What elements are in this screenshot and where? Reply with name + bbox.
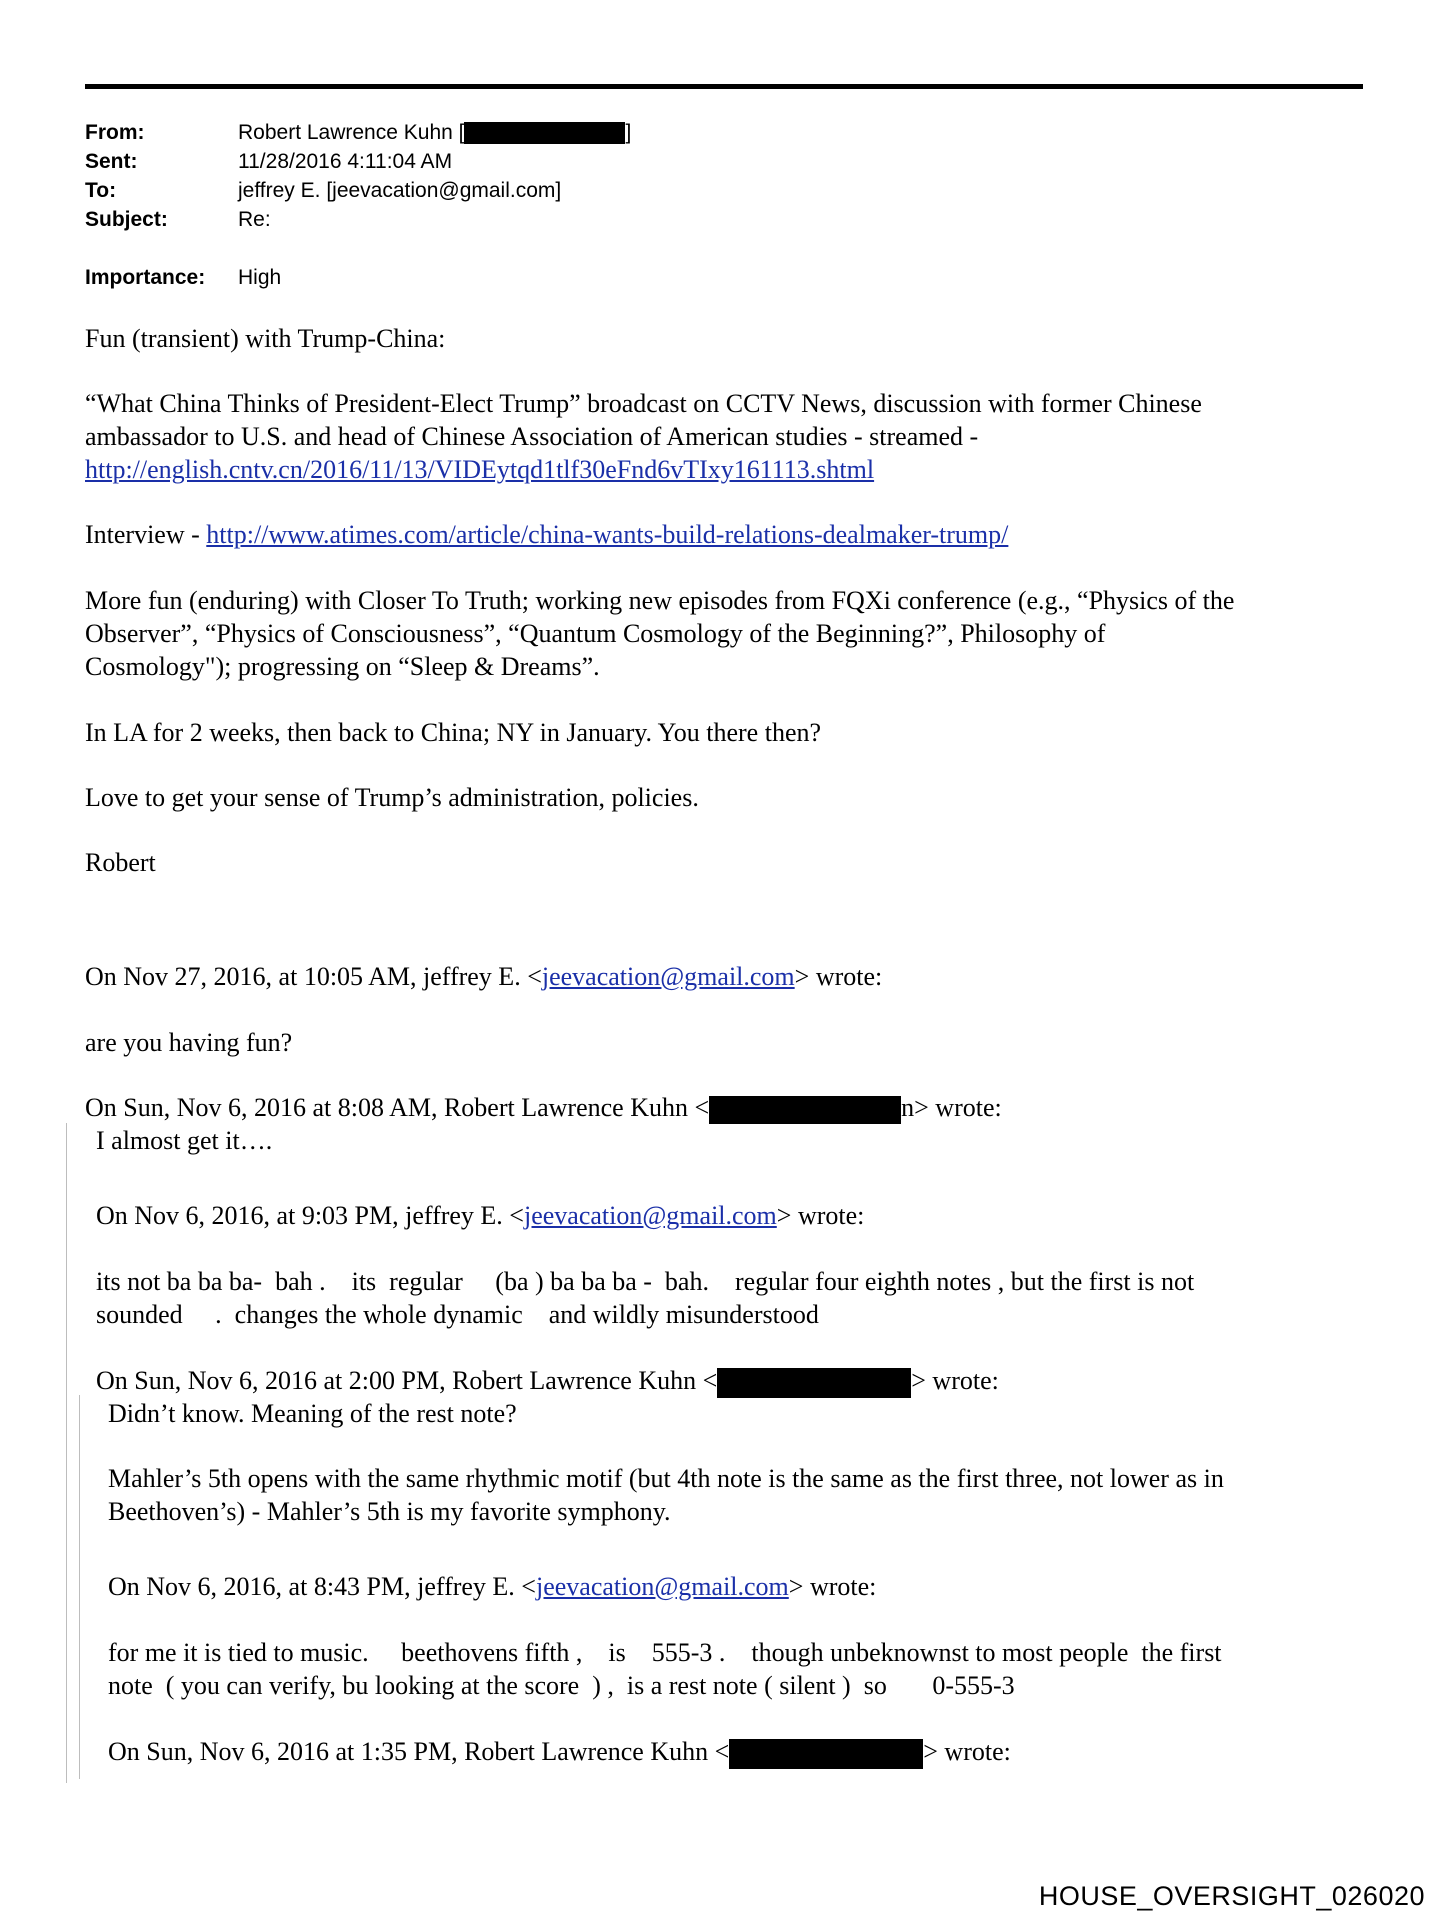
quote-text: its not ba ba ba- bah . its regular (ba ) ba ba ba - bah. regular four eighth notes , but the first is not	[96, 1267, 1195, 1296]
quote-text: sounded . changes the whole dynamic and wildly misunderstood	[96, 1300, 819, 1329]
sent-label: Sent:	[85, 150, 138, 173]
quote-text: for me it is tied to music. beethovens fifth , is 555-3 . though unbeknownst to most people the first	[108, 1638, 1222, 1667]
signature: Robert	[85, 848, 156, 877]
to-value: jeffrey E. [jeevacation@gmail.com]	[238, 179, 562, 202]
email-link[interactable]: jeevacation@gmail.com	[535, 1572, 789, 1601]
redaction-box	[464, 122, 625, 144]
quote-text: Beethoven’s) - Mahler’s 5th is my favorite symphony.	[108, 1497, 671, 1526]
quote-header: On Nov 27, 2016, at 10:05 AM, jeffrey E. <jeevacation@gmail.com> wrote:	[85, 962, 883, 991]
body-paragraph: “What China Thinks of President-Elect Trump” broadcast on CCTV News, discussion with former Chinese	[85, 389, 1202, 418]
from-label: From:	[85, 121, 145, 144]
subject-label: Subject:	[85, 208, 168, 231]
subject-value: Re:	[238, 208, 271, 231]
redaction-box	[709, 1096, 901, 1124]
body-paragraph: ambassador to U.S. and head of Chinese Association of American studies - streamed -	[85, 422, 979, 451]
sent-value: 11/28/2016 4:11:04 AM	[238, 150, 453, 173]
quote-header: On Sun, Nov 6, 2016 at 2:00 PM, Robert Lawrence Kuhn < > wrote:	[96, 1364, 999, 1398]
body-paragraph: In LA for 2 weeks, then back to China; NY in January. You there then?	[85, 718, 822, 747]
quote-text: Mahler’s 5th opens with the same rhythmic motif (but 4th note is the same as the first three, not lower as in	[108, 1464, 1224, 1493]
quote-header: On Sun, Nov 6, 2016 at 8:08 AM, Robert Lawrence Kuhn < n> wrote:	[85, 1091, 1002, 1124]
header-rule	[85, 84, 1363, 89]
to-label: To:	[85, 179, 117, 202]
cctv-link[interactable]: http://english.cntv.cn/2016/11/13/VIDEytqd1tlf30eFnd6vTIxy161113.shtml	[85, 455, 875, 484]
body-paragraph: More fun (enduring) with Closer To Truth; working new episodes from FQXi conference (e.g., “Physics of the	[85, 586, 1235, 615]
quote-header: On Nov 6, 2016, at 8:43 PM, jeffrey E. <jeevacation@gmail.com> wrote:	[108, 1572, 877, 1601]
interview-prefix: Interview -	[85, 520, 207, 549]
quote-text: note ( you can verify, bu looking at the score ) , is a rest note ( silent ) so 0-555-3	[108, 1671, 1015, 1700]
quote-bar	[79, 1395, 80, 1779]
quote-text: are you having fun?	[85, 1028, 293, 1057]
body-paragraph: Observer”, “Physics of Consciousness”, “Quantum Cosmology of the Beginning?”, Philosophy of	[85, 619, 1106, 648]
body-paragraph: Fun (transient) with Trump-China:	[85, 324, 446, 353]
importance-value: High	[238, 266, 282, 289]
body-paragraph: Cosmology"); progressing on “Sleep & Dreams”.	[85, 652, 600, 681]
quote-header: On Sun, Nov 6, 2016 at 1:35 PM, Robert Lawrence Kuhn < > wrote:	[108, 1735, 1011, 1769]
interview-line	[85, 518, 1008, 551]
email-link[interactable]: jeevacation@gmail.com	[523, 1201, 777, 1230]
redaction-box	[717, 1368, 911, 1398]
from-value: Robert Lawrence Kuhn [	[238, 121, 465, 144]
importance-label: Importance:	[85, 266, 206, 289]
body-paragraph: Love to get your sense of Trump’s administration, policies.	[85, 783, 699, 812]
bates-number: HOUSE_OVERSIGHT_026020	[1038, 1881, 1425, 1911]
quote-text: I almost get it….	[96, 1126, 273, 1155]
redaction-box	[729, 1739, 923, 1769]
email-link[interactable]: jeevacation@gmail.com	[541, 962, 795, 991]
quote-text: Didn’t know. Meaning of the rest note?	[108, 1399, 517, 1428]
quote-header: On Nov 6, 2016, at 9:03 PM, jeffrey E. <jeevacation@gmail.com> wrote:	[96, 1201, 865, 1230]
quote-bar	[66, 1123, 67, 1783]
from-close: ]	[625, 121, 632, 144]
atimes-link[interactable]: http://www.atimes.com/article/china-wants-build-relations-dealmaker-trump/	[206, 520, 1009, 549]
